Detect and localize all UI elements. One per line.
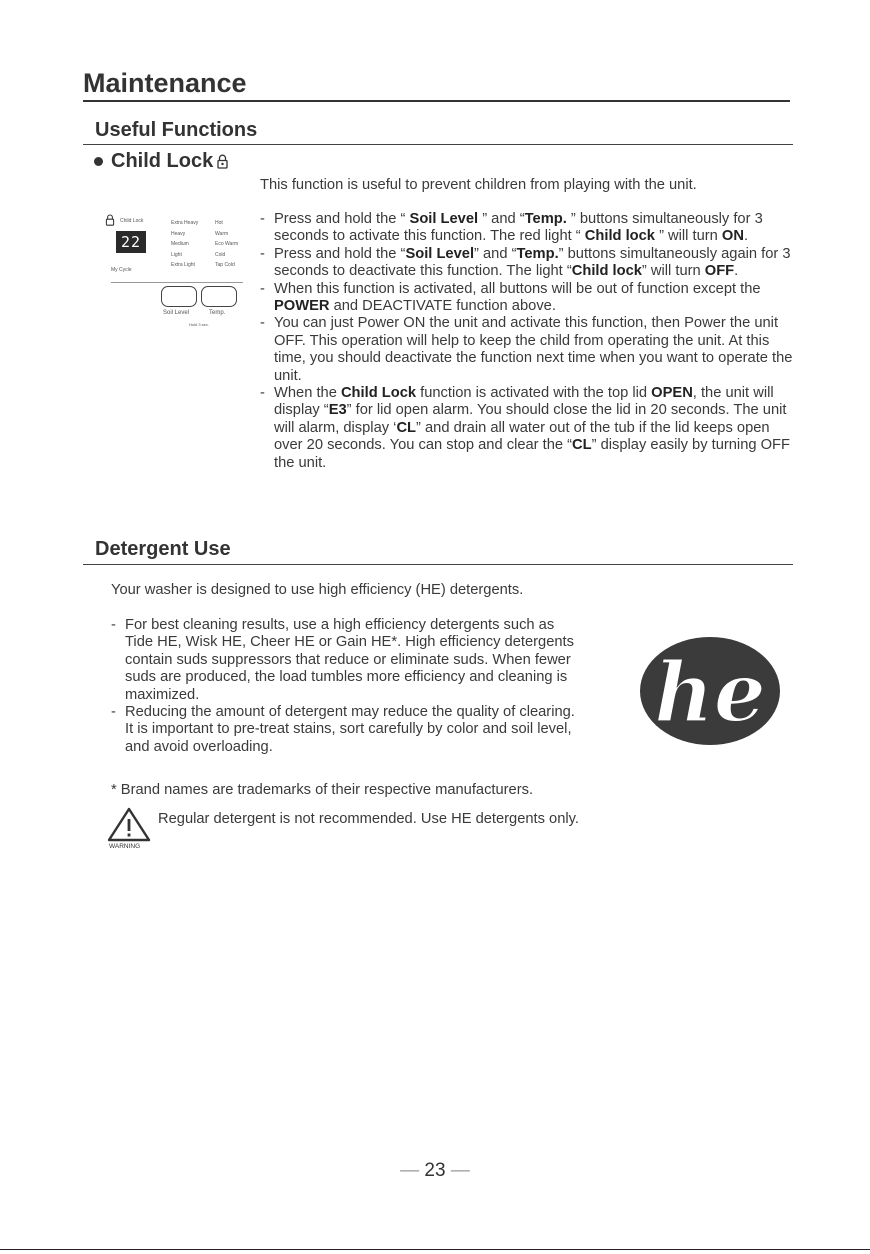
soil-level-button (161, 286, 197, 307)
text-run: Press and hold the “ (274, 211, 410, 227)
title-rule (83, 100, 790, 102)
text-run: ” and drain all water out of the tub if the lid keeps open over 20 seconds. You can stop and clear the “ (274, 419, 770, 454)
panel-soil-levels (171, 218, 198, 271)
temp-button-label: Temp. (209, 310, 226, 316)
bold-term: POWER (274, 298, 330, 315)
text-run: ” and “ (478, 211, 525, 227)
page-number-value: 23 (424, 1160, 446, 1181)
useful-functions-heading: Useful Functions (95, 119, 258, 141)
warning-text: Regular detergent is not recommended. Use HE detergents only. (158, 811, 579, 827)
detergent-heading: Detergent Use (95, 538, 231, 560)
child-lock-instructions (260, 211, 798, 472)
soil-level-button-label: Soil Level (163, 310, 190, 316)
bold-term: Temp. (516, 245, 559, 262)
text-run: ” display easily by turning OFF the unit. (274, 437, 790, 471)
soil-level-item: Light (171, 251, 182, 258)
warning-triangle-icon (106, 806, 152, 842)
warning-block (106, 806, 156, 852)
page-number-dash-right: — (450, 1160, 470, 1181)
temp-item: Cold (215, 251, 226, 258)
text-run: For best cleaning results, use a high efficiency detergents such as Tide HE, Wisk HE, Cheer HE or Gain HE*. High efficiency detergents contain suds suppressors that reduce or eliminate suds. When fewer suds are produced, the load tumbles more efficiency and cleaning is maximized. (125, 617, 574, 703)
temp-button (201, 286, 237, 307)
panel-display: 22 (116, 231, 146, 253)
bold-term: CL (572, 437, 592, 454)
warning-label: WARNING (109, 843, 141, 850)
bold-term: E3 (328, 402, 347, 419)
text-run: ” buttons simultaneously again for 3 seconds to deactivate this function. The light “ (274, 245, 791, 280)
he-logo-graphic (637, 635, 783, 747)
instruction-item (260, 315, 798, 385)
instruction-item (260, 246, 798, 281)
hold-label: Hold 3 sec. (189, 322, 210, 327)
panel-my-cycle-label: My Cycle (111, 267, 132, 273)
text-run: ” for lid open alarm. You should close the lid in 20 seconds. The unit will alarm, display ‘ (274, 402, 787, 436)
text-run: Press and hold the “ (274, 245, 406, 262)
temp-item: Warm (215, 230, 229, 237)
text-run: ” and “ (474, 245, 517, 262)
text-run: You can just Power ON the unit and activate this function, then Power the unit OFF. This operation will help to keep the child from operating the unit. At this time, you should deactivate the function next time when you want to operate the unit. (274, 315, 793, 384)
detergent-instructions (111, 617, 581, 756)
instruction-item (260, 211, 798, 246)
instruction-item (260, 385, 798, 472)
he-logo (637, 635, 783, 747)
text-run: ” will turn (641, 263, 705, 280)
text-run: function is activated with the top lid (416, 385, 652, 402)
bold-term: Child lock (571, 263, 642, 280)
page-title: Maintenance (83, 68, 247, 98)
text-run: ” will turn (654, 228, 722, 245)
text-run: and DEACTIVATE function above. (329, 298, 556, 315)
instruction-item (111, 704, 581, 756)
child-lock-heading (94, 150, 228, 173)
bold-term: Temp. (524, 211, 567, 227)
text-run: . (734, 263, 739, 280)
text-run: . (743, 228, 749, 245)
detergent-intro: Your washer is designed to use high efficiency (HE) detergents. (111, 582, 524, 598)
detergent-rule (83, 564, 793, 565)
panel-temps (215, 218, 238, 271)
bullet-icon (94, 157, 103, 166)
useful-functions-rule (83, 144, 793, 145)
temp-item: Tap Cold (215, 262, 235, 268)
soil-level-item: Extra Light (171, 262, 195, 268)
soil-level-item: Extra Heavy (171, 220, 199, 226)
soil-level-item: Heavy (171, 230, 186, 237)
text-run: Reducing the amount of detergent may reduce the quality of clearing. It is important to pre-treat stains, sort carefully by color and soil level, and avoid overloading. (125, 704, 575, 755)
child-lock-intro: This function is useful to prevent children from playing with the unit. (260, 177, 697, 193)
bold-term: Child Lock (340, 385, 417, 402)
text-run: , the unit will display “ (274, 385, 774, 419)
text-run: When the (274, 385, 341, 402)
child-lock-panel-icon (105, 214, 115, 226)
text-run: ” buttons simultaneously for 3 seconds to activate this function. The red light “ (274, 211, 763, 245)
bold-term: Child lock (584, 228, 655, 245)
temp-item: Hot (215, 220, 223, 226)
child-lock-heading-text: Child Lock (111, 150, 214, 172)
bottom-rule (0, 1249, 870, 1250)
padlock-icon (217, 154, 228, 169)
brand-footnote: * Brand names are trademarks of their respective manufacturers. (111, 782, 534, 798)
temp-item: Eco Warm (215, 241, 239, 247)
text-run: When this function is activated, all buttons will be out of function except the (274, 280, 761, 297)
page-number (0, 1160, 870, 1182)
bold-term: OPEN (651, 385, 693, 402)
he-logo-text: he (654, 645, 766, 741)
bold-term: Soil Level (405, 245, 475, 262)
panel-child-lock-label: Child Lock (120, 218, 144, 224)
panel-divider (111, 282, 243, 283)
instruction-item (111, 617, 581, 704)
instruction-item (260, 281, 798, 316)
bold-term: Soil Level (409, 211, 479, 227)
bold-term: CL (396, 419, 417, 436)
soil-level-item: Medium (171, 241, 189, 247)
page-number-dash-left: — (400, 1160, 420, 1181)
bold-term: OFF (704, 263, 735, 280)
bold-term: ON (721, 228, 744, 245)
